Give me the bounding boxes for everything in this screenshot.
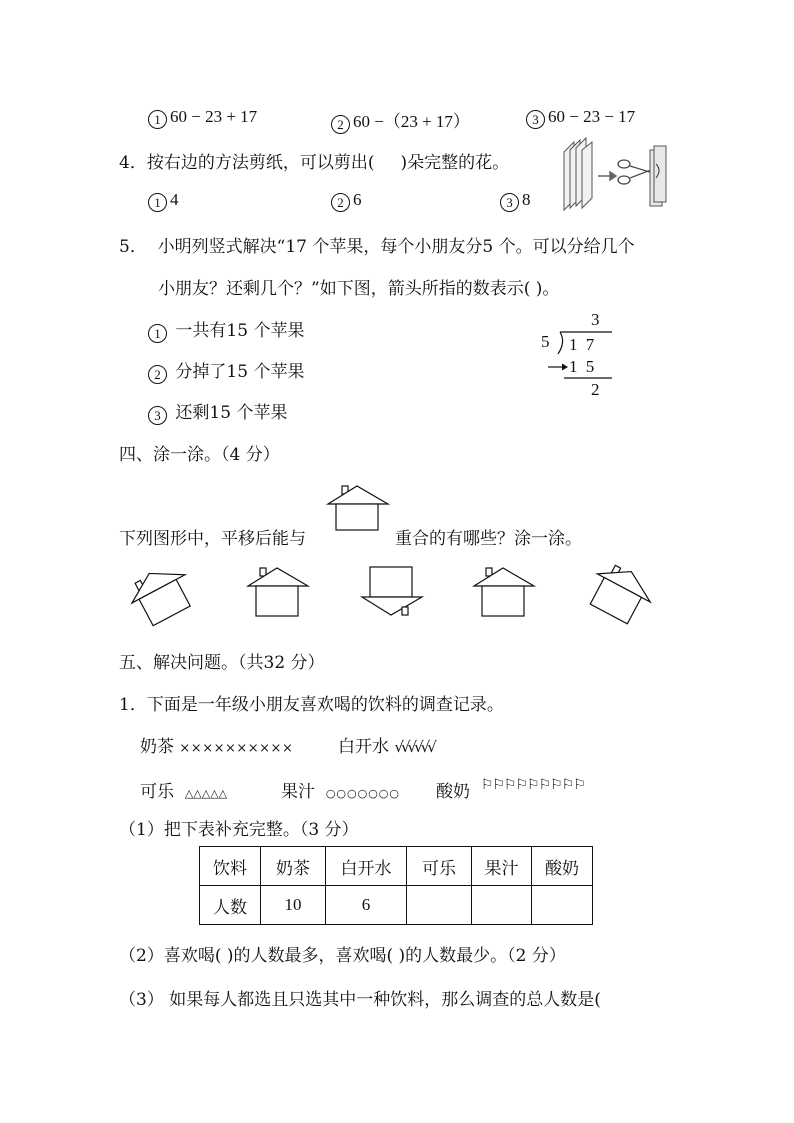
q4-option-3 [500, 190, 531, 212]
option-marker: 1 [148, 110, 167, 129]
section4-title: 四、涂一涂。（4 分） [119, 445, 280, 465]
option-text: 60 −（23 + 17） [353, 112, 470, 131]
q3-option-2 [331, 107, 470, 134]
record-marks: ×××××××××× [179, 741, 294, 756]
record-label: 可乐 [140, 782, 174, 802]
record-label: 酸奶 [436, 782, 470, 802]
house-shape-4-upright[interactable] [472, 566, 538, 620]
arrow-icon [548, 364, 568, 371]
record-yogurt [436, 777, 585, 802]
table-row-drinks [200, 847, 593, 886]
question-number: 4． [119, 153, 147, 173]
table-cell: 10 [261, 886, 326, 925]
paper-cutting-illustration [558, 138, 678, 218]
record-cola [140, 777, 227, 802]
division-lines [540, 328, 620, 388]
house-shape-2-upright[interactable] [246, 566, 312, 620]
table-cell: 人数 [200, 886, 261, 925]
option-text: 60 − 23 − 17 [548, 107, 636, 126]
q3-option-1 [148, 107, 257, 129]
q4-option-2 [331, 190, 362, 212]
table-cell: 6 [326, 886, 407, 925]
q4-stem [119, 148, 509, 173]
option-marker: 2 [331, 193, 350, 212]
house-shape-1-rotated[interactable] [130, 565, 200, 627]
option-marker: 2 [331, 115, 350, 134]
q5-stem-line1 [119, 232, 635, 257]
record-marks: ⚐⚐⚐⚐⚐⚐⚐⚐⚐ [480, 777, 585, 793]
sub-question-1: （1）把下表补充完整。（3 分） [119, 820, 359, 840]
option-text: 8 [522, 190, 531, 209]
q5-option-3 [148, 398, 287, 425]
record-milk-tea [140, 732, 293, 757]
paper-stack-icon [650, 146, 666, 206]
option-marker: 3 [500, 193, 519, 212]
option-text: 一共有15 个苹果 [175, 321, 305, 341]
record-label: 果汁 [281, 782, 315, 802]
division-quotient: 3 [591, 310, 600, 329]
table-header-cell: 奶茶 [261, 847, 326, 886]
record-label: 奶茶 [140, 737, 174, 757]
table-answer-cell[interactable] [472, 886, 532, 925]
folded-paper-icon [564, 138, 592, 210]
table-header-cell: 饮料 [200, 847, 261, 886]
record-marks: √√√√√√ [394, 738, 434, 756]
division-remainder: 2 [591, 380, 600, 399]
option-marker: 3 [526, 110, 545, 129]
section4-instruction-b: 重合的有哪些？涂一涂。 [395, 529, 582, 549]
table-answer-cell[interactable] [407, 886, 472, 925]
division-dividend: 1 7 [569, 335, 597, 354]
q4-option-1 [148, 190, 179, 212]
section4-instruction-a: 下列图形中，平移后能与 [119, 529, 306, 549]
survey-table [199, 846, 593, 925]
sub-question-3: （3） 如果每人都选且只选其中一种饮料，那么调查的总人数是( [119, 990, 601, 1010]
q5-stem-line2: 小朋友？还剩几个？”如下图，箭头所指的数表示( )。 [158, 279, 560, 299]
division-divisor: 5 [541, 332, 550, 351]
record-water [338, 732, 434, 757]
question-number: 5． [119, 237, 147, 257]
q3-option-3 [526, 107, 635, 129]
table-row-counts [200, 886, 593, 925]
option-text: 分掉了15 个苹果 [175, 362, 305, 382]
option-marker: 3 [148, 406, 167, 425]
section5-q1-text: 1．下面是一年级小朋友喜欢喝的饮料的调查记录。 [119, 695, 504, 715]
option-text: 60 − 23 + 17 [170, 107, 258, 126]
option-text: 4 [170, 190, 179, 209]
record-marks: ○○○○○○○ [325, 787, 400, 800]
record-label: 白开水 [338, 737, 389, 757]
table-header-cell: 酸奶 [532, 847, 593, 886]
record-marks: △△△△△ [184, 787, 228, 800]
option-marker: 1 [148, 324, 167, 343]
option-text: 还剩15 个苹果 [175, 403, 288, 423]
house-shape-5-rotated[interactable] [584, 565, 654, 627]
table-header-cell: 果汁 [472, 847, 532, 886]
option-marker: 1 [148, 193, 167, 212]
sub-question-2: （2）喜欢喝( )的人数最多，喜欢喝( )的人数最少。（2 分） [119, 946, 566, 966]
table-header-cell: 白开水 [326, 847, 407, 886]
q5-option-1 [148, 316, 304, 343]
q4-text-a: 按右边的方法剪纸，可以剪出( [146, 153, 375, 173]
table-header-cell: 可乐 [407, 847, 472, 886]
house-shape-3-upside-down[interactable] [360, 565, 426, 621]
reference-house-shape [326, 484, 392, 532]
q5-line1: 小明列竖式解决“17 个苹果，每个小朋友分5 个。可以分给几个 [157, 237, 635, 257]
option-text: 6 [353, 190, 362, 209]
arrow-icon [598, 172, 616, 180]
table-answer-cell[interactable] [532, 886, 593, 925]
q4-text-b: )朵完整的花。 [400, 153, 510, 173]
section5-title: 五、解决问题。（共32 分） [119, 653, 325, 673]
division-product: 1 5 [569, 357, 597, 376]
option-marker: 2 [148, 365, 167, 384]
q5-option-2 [148, 357, 304, 384]
record-juice [281, 777, 400, 802]
